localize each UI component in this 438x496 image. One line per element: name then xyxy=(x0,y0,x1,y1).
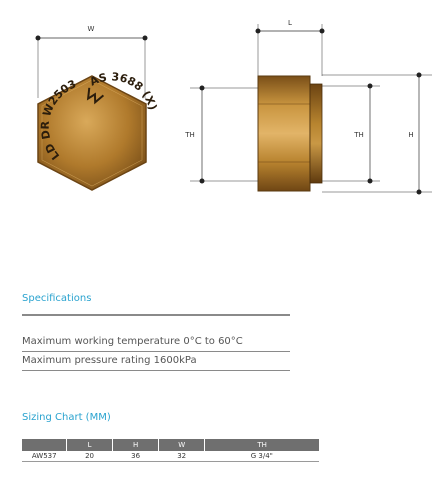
specifications-rule xyxy=(22,314,290,316)
dim-th-left-label: TH xyxy=(185,131,195,139)
spec-row: Maximum working temperature 0°C to 60°C xyxy=(22,336,243,347)
dimension-th-inner xyxy=(322,84,380,184)
col-header-th: TH xyxy=(205,439,319,451)
cell-h: 36 xyxy=(113,451,159,462)
cell-w: 32 xyxy=(159,451,205,462)
dim-th-inner-label: TH xyxy=(354,131,364,139)
sizing-table xyxy=(22,439,319,462)
cell-code: AW537 xyxy=(22,451,67,462)
cell-l: 20 xyxy=(67,451,113,462)
cap-stamp-lower: AS 3688 (X) xyxy=(87,70,160,112)
col-header-w: W xyxy=(159,439,205,451)
sizing-chart-title: Sizing Chart (MM) xyxy=(22,412,111,423)
dim-h-label: H xyxy=(408,131,414,139)
specifications-title: Specifications xyxy=(22,293,92,304)
cell-th: G 3/4" xyxy=(205,451,319,462)
dimension-l xyxy=(256,19,325,76)
spec-divider xyxy=(22,351,290,352)
col-header-code xyxy=(22,439,67,451)
col-header-l: L xyxy=(67,439,113,451)
dim-l-label: L xyxy=(288,19,292,27)
dim-w-label: W xyxy=(87,25,95,33)
dimension-th-left xyxy=(184,86,258,184)
product-diagram xyxy=(0,0,438,230)
dimension-h xyxy=(322,73,432,195)
cap-stamp-upper: LD DR W2503 xyxy=(38,77,79,163)
table-header-row xyxy=(22,439,319,451)
hex-cap-face xyxy=(38,70,159,190)
table-row xyxy=(22,451,319,462)
spec-divider xyxy=(22,370,290,371)
col-header-h: H xyxy=(113,439,159,451)
spec-row: Maximum pressure rating 1600kPa xyxy=(22,355,197,366)
cap-side-view xyxy=(258,76,322,191)
